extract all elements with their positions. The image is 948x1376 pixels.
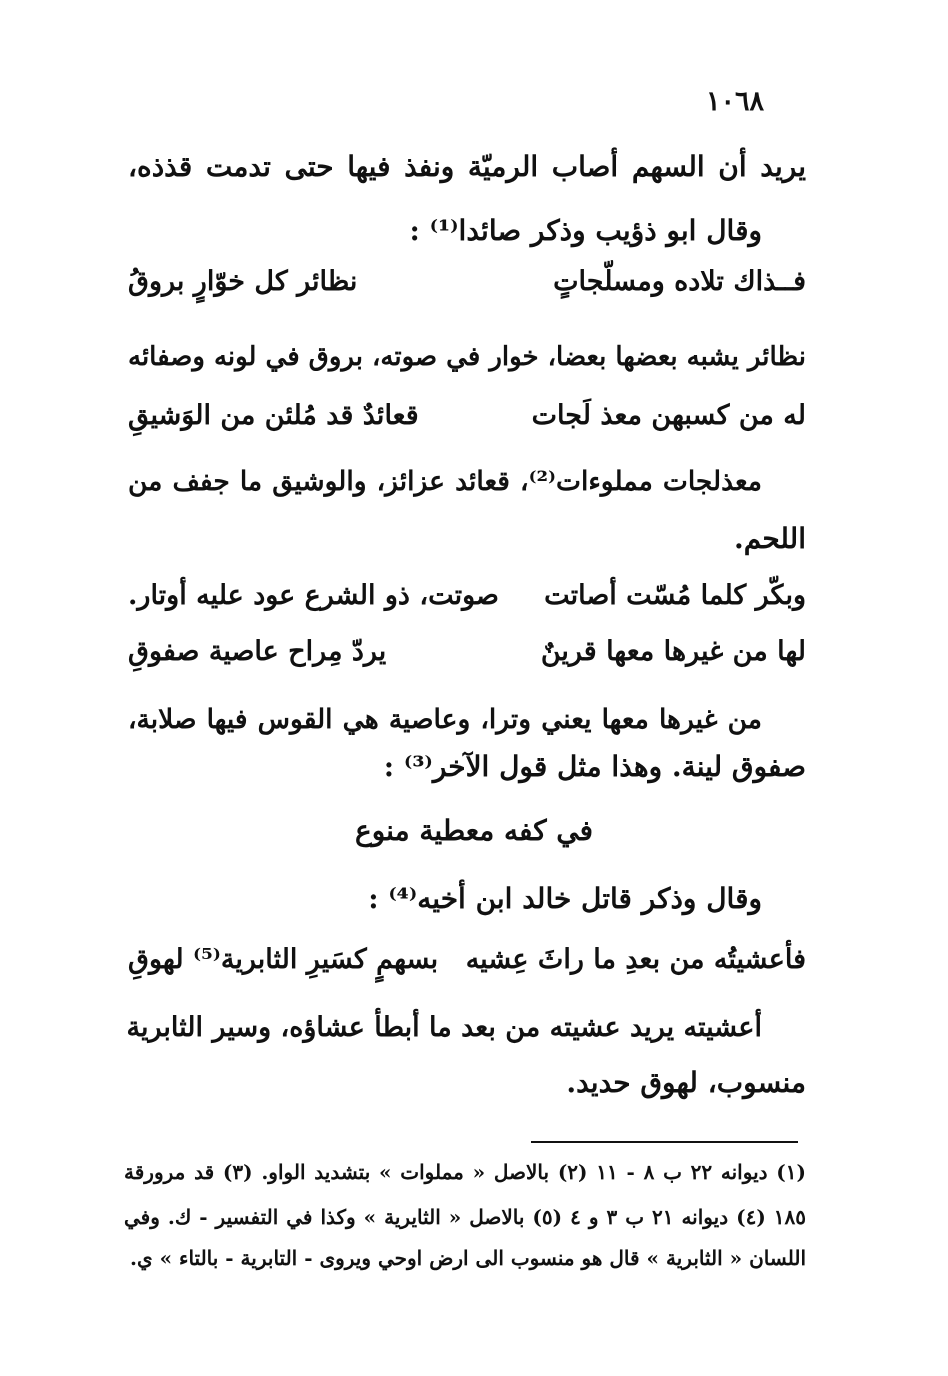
footnote-divider — [531, 1141, 798, 1143]
text-line-6: من غيرها معها يعني وترا، وعاصية هي القوس فيها صلابة، — [128, 704, 762, 735]
verse-1-first-hemistich: فــذاك تلاده ومسلّجاتٍ — [553, 266, 806, 297]
verse-1 — [128, 266, 806, 298]
text-line-8: وقال وذكر قاتل خالد ابن أخيه⁽⁴⁾ : — [368, 882, 762, 915]
text-line-4: معذلجات مملوءات⁽²⁾، قعائد عزائز، والوشيق ما جفف من — [128, 466, 762, 497]
verse-3 — [128, 580, 806, 612]
text-line-3: نظائر يشبه بعضها بعضا، خوار في صوته، بروق في لونه وصفائه — [128, 342, 806, 372]
verse-4 — [128, 636, 806, 668]
text-line-2: وقال ابو ذؤيب وذكر صائدا⁽¹⁾ : — [409, 214, 762, 247]
verse-3-second-hemistich: صوتت، ذو الشرع عود عليه أوتار. — [128, 580, 499, 611]
text-line-9: أعشيته يريد عشيته من بعد ما أبطأ عشاؤه، وسير الثابرية — [126, 1012, 762, 1043]
text-line-5: اللحم. — [733, 522, 806, 555]
verse-2 — [128, 400, 806, 432]
verse-5-second-hemistich: بسهمٍ كسَيرِ الثابرية⁽⁵⁾ لهوقِ — [128, 944, 439, 975]
text-line-7: صفوق لينة. وهذا مثل قول الآخر⁽³⁾ : — [383, 750, 806, 783]
quoted-hemistich: في كفه معطية منوع — [354, 814, 594, 847]
verse-2-second-hemistich: قعائدٌ قد مُلئن من الوَشيقِ — [128, 400, 419, 431]
verse-4-second-hemistich: يردّ مِراح عاصية صفوقِ — [128, 636, 387, 667]
verse-1-second-hemistich: نظائر كل خوّارٍ بروقُ — [128, 266, 358, 297]
text-line-1: يريد أن السهم أصاب الرميّة ونفذ فيها حتى تدمت قذذه، — [128, 150, 806, 183]
footnote-line-1: (١) ديوانه ٢٢ ب ٨ - ١١ (٢) بالاصل « مملوات » بتشديد الواو. (٣) قد مرورقة — [124, 1160, 806, 1184]
verse-3-first-hemistich: وبكّر كلما مُسّت أصاتت — [544, 580, 806, 611]
verse-4-first-hemistich: لها من غيرها معها قرينٌ — [540, 636, 806, 667]
footnote-line-3: اللسان « الثابرية » قال هو منسوب الى ارض اوحي ويروى - التابرية - بالتاء » ي. — [130, 1246, 806, 1270]
page-number: ١٠٦٨ — [705, 86, 764, 117]
text-line-10: منسوب، لهوق حديد. — [566, 1066, 806, 1099]
verse-5 — [128, 944, 806, 976]
verse-5-first-hemistich: فأعشيتُه من بعدِ ما راثَ عِشيه — [465, 944, 806, 975]
footnote-line-2: ١٨٥ (٤) ديوانه ٢١ ب ٣ و ٤ (٥) بالاصل « الثايرية » وكذا في التفسير - ك. وفي — [124, 1205, 806, 1229]
verse-2-first-hemistich: له من كسبهن معذ لَجات — [531, 400, 806, 431]
